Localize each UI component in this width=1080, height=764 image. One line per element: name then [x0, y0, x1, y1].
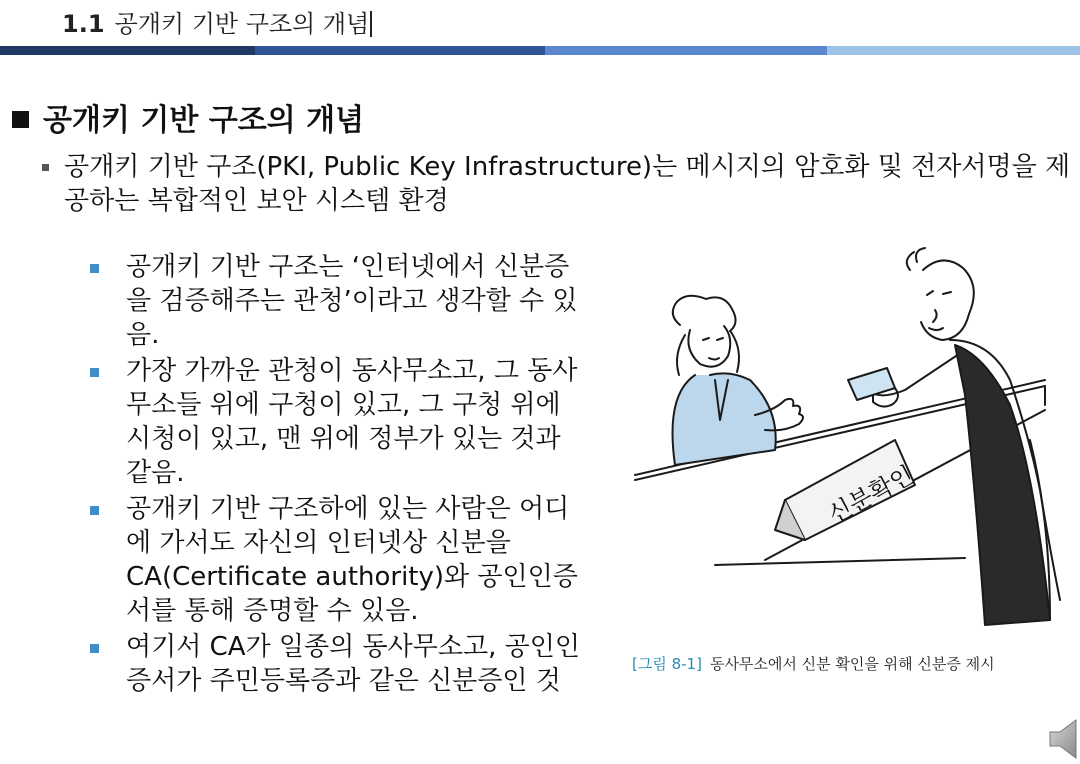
- sign-text: 신분확인: [823, 460, 919, 529]
- square-bullet-icon: [90, 368, 99, 377]
- figure-illustration: [605, 240, 1075, 640]
- header-bar-segment: [827, 46, 1080, 55]
- header-bar-segment: [545, 46, 827, 55]
- square-bullet-icon: [90, 264, 99, 273]
- section-heading-text: 공개키 기반 구조의 개념: [43, 103, 365, 138]
- list-item: [90, 250, 590, 352]
- text-cursor: [370, 11, 372, 37]
- list-item: [90, 354, 590, 490]
- list-item-text: 공개키 기반 구조는 ‘인터넷에서 신분증을 검증해주는 관청’이라고 생각할 수 있음.: [126, 252, 578, 350]
- slide-title-text: 공개키 기반 구조의 개념: [114, 10, 370, 38]
- list-item-text: 공개키 기반 구조하에 있는 사람은 어디에 가서도 자신의 인터넷상 신분을 CA(Certificate authority)와 공인인증서를 통해 증명할 수 있음.: [126, 494, 578, 626]
- header-bar-segment: [255, 46, 545, 55]
- slide-title-number: 1.1: [62, 10, 105, 38]
- figure-caption-label: [그림 8-1]: [632, 655, 702, 673]
- intro-text: 공개키 기반 구조(PKI, Public Key Infrastructure)는 메시지의 암호화 및 전자서명을 제공하는 복합적인 보안 시스템 환경: [64, 152, 1071, 216]
- list-item: [90, 492, 590, 628]
- slide-title: [62, 4, 372, 39]
- office-counter-illustration: [605, 240, 1075, 640]
- speaker-icon[interactable]: [1048, 718, 1080, 760]
- list-item-text: 가장 가까운 관청이 동사무소고, 그 동사무소들 위에 구청이 있고, 그 구청 위에 시청이 있고, 맨 위에 정부가 있는 것과 같음.: [126, 356, 578, 488]
- section-heading: [12, 95, 364, 139]
- man-figure: [873, 248, 1060, 625]
- small-square-bullet-icon: [42, 164, 49, 171]
- list-item-text: 여기서 CA가 일종의 동사무소고, 공인인증서가 주민등록증과 같은 신분증인 것: [126, 632, 581, 696]
- square-bullet-icon: [12, 111, 29, 128]
- header-color-bar: [0, 46, 1080, 55]
- square-bullet-icon: [90, 644, 99, 653]
- figure-caption: [632, 653, 995, 674]
- list-item: [90, 630, 590, 698]
- bullet-list: [90, 250, 590, 700]
- header-bar-segment: [0, 46, 255, 55]
- square-bullet-icon: [90, 506, 99, 515]
- figure-caption-text: 동사무소에서 신분 확인을 위해 신분증 제시: [709, 655, 995, 673]
